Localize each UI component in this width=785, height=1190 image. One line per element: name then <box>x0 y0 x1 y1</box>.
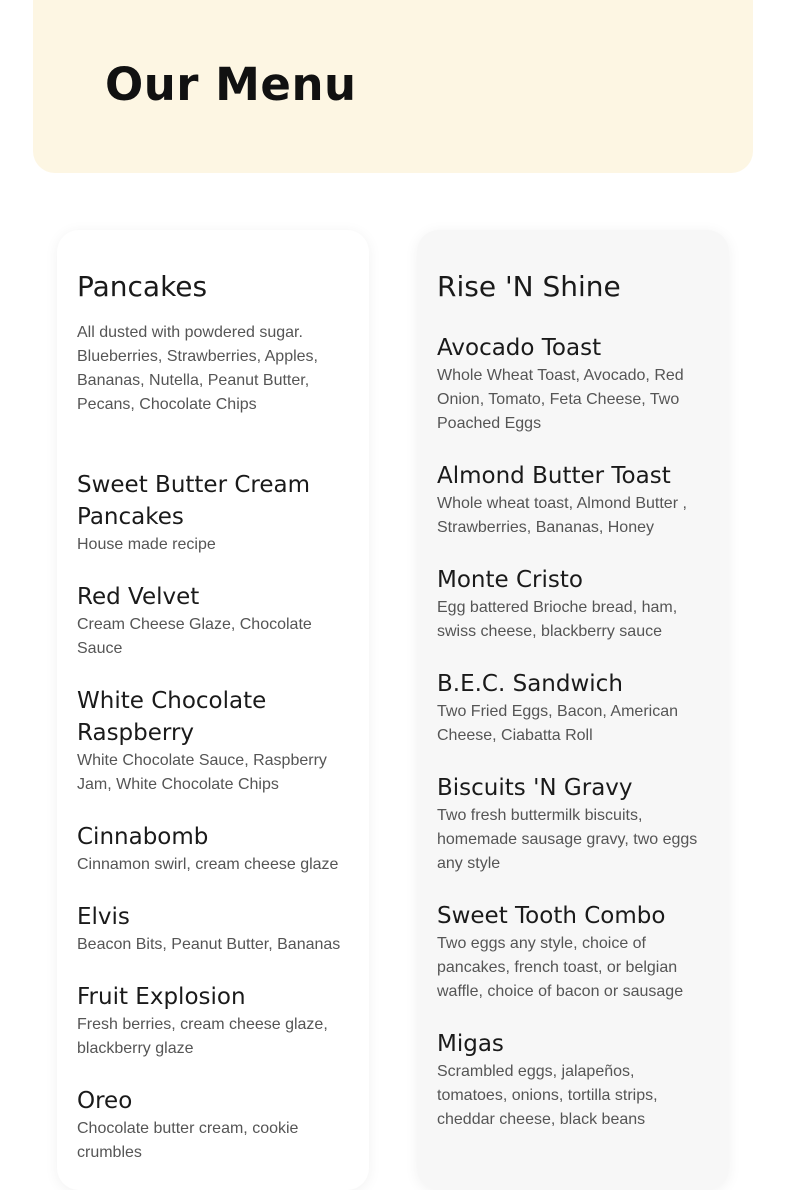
menu-item-name: White Chocolate Raspberry <box>77 688 267 746</box>
menu-item-description: Cream Cheese Glaze, Chocolate Sauce <box>77 616 312 657</box>
section-title-rise-n-shine: Rise 'N Shine <box>437 270 621 303</box>
menu-item <box>77 1085 349 1165</box>
menu-item-name: Migas <box>437 1031 504 1057</box>
page-title: Our Menu <box>105 58 357 111</box>
menu-item-description: Scrambled eggs, jalapeños, tomatoes, onions, tortilla strips, cheddar cheese, black beans <box>437 1063 658 1128</box>
menu-item-description: House made recipe <box>77 536 216 553</box>
menu-item-name: Cinnabomb <box>77 824 209 850</box>
menu-item-description: Cinnamon swirl, cream cheese glaze <box>77 856 339 873</box>
pancakes-card <box>57 230 369 1190</box>
menu-item-name: Fruit Explosion <box>77 984 246 1010</box>
menu-item-name: Biscuits 'N Gravy <box>437 775 633 801</box>
menu-item <box>437 332 709 436</box>
menu-item <box>77 685 349 797</box>
menu-item <box>437 900 709 1004</box>
menu-item <box>437 564 709 644</box>
menu-item <box>77 901 349 957</box>
menu-item <box>77 469 349 557</box>
section-intro: All dusted with powdered sugar. Blueberries, Strawberries, Apples, Bananas, Nutella, Peanut Butter, Pecans, Chocolate Chips <box>77 324 318 413</box>
menu-item-name: Red Velvet <box>77 584 200 610</box>
menu-item <box>437 460 709 540</box>
menu-item <box>437 668 709 748</box>
menu-item-name: Almond Butter Toast <box>437 463 671 489</box>
menu-item-description: Egg battered Brioche bread, ham, swiss cheese, blackberry sauce <box>437 599 678 640</box>
menu-item-description: Fresh berries, cream cheese glaze, blackberry glaze <box>77 1016 328 1057</box>
menu-item <box>77 821 349 877</box>
menu-item-name: Oreo <box>77 1088 133 1114</box>
menu-item <box>77 581 349 661</box>
menu-item-name: Sweet Tooth Combo <box>437 903 666 929</box>
menu-item-description: Whole wheat toast, Almond Butter , Strawberries, Bananas, Honey <box>437 495 687 536</box>
menu-item-name: B.E.C. Sandwich <box>437 671 623 697</box>
menu-item-name: Monte Cristo <box>437 567 583 593</box>
menu-item-description: White Chocolate Sauce, Raspberry Jam, White Chocolate Chips <box>77 752 327 793</box>
menu-item <box>77 981 349 1061</box>
menu-item-description: Beacon Bits, Peanut Butter, Bananas <box>77 936 341 953</box>
menu-item-name: Avocado Toast <box>437 335 602 361</box>
menu-item <box>437 772 709 876</box>
section-title-pancakes: Pancakes <box>77 270 208 303</box>
menu-item-description: Two Fried Eggs, Bacon, American Cheese, Ciabatta Roll <box>437 703 678 744</box>
menu-item-description: Two fresh buttermilk biscuits, homemade sausage gravy, two eggs any style <box>437 807 698 872</box>
menu-item-list <box>437 332 709 1132</box>
menu-item-description: Chocolate butter cream, cookie crumbles <box>77 1120 299 1161</box>
menu-header <box>33 0 753 173</box>
menu-item-list <box>77 469 349 1165</box>
menu-item-name: Elvis <box>77 904 130 930</box>
menu-item-description: Whole Wheat Toast, Avocado, Red Onion, Tomato, Feta Cheese, Two Poached Eggs <box>437 367 684 432</box>
rise-n-shine-card <box>417 230 729 1190</box>
menu-item-name: Sweet Butter Cream Pancakes <box>77 472 311 530</box>
menu-item-description: Two eggs any style, choice of pancakes, french toast, or belgian waffle, choice of bacon or sausage <box>437 935 684 1000</box>
menu-item <box>437 1028 709 1132</box>
